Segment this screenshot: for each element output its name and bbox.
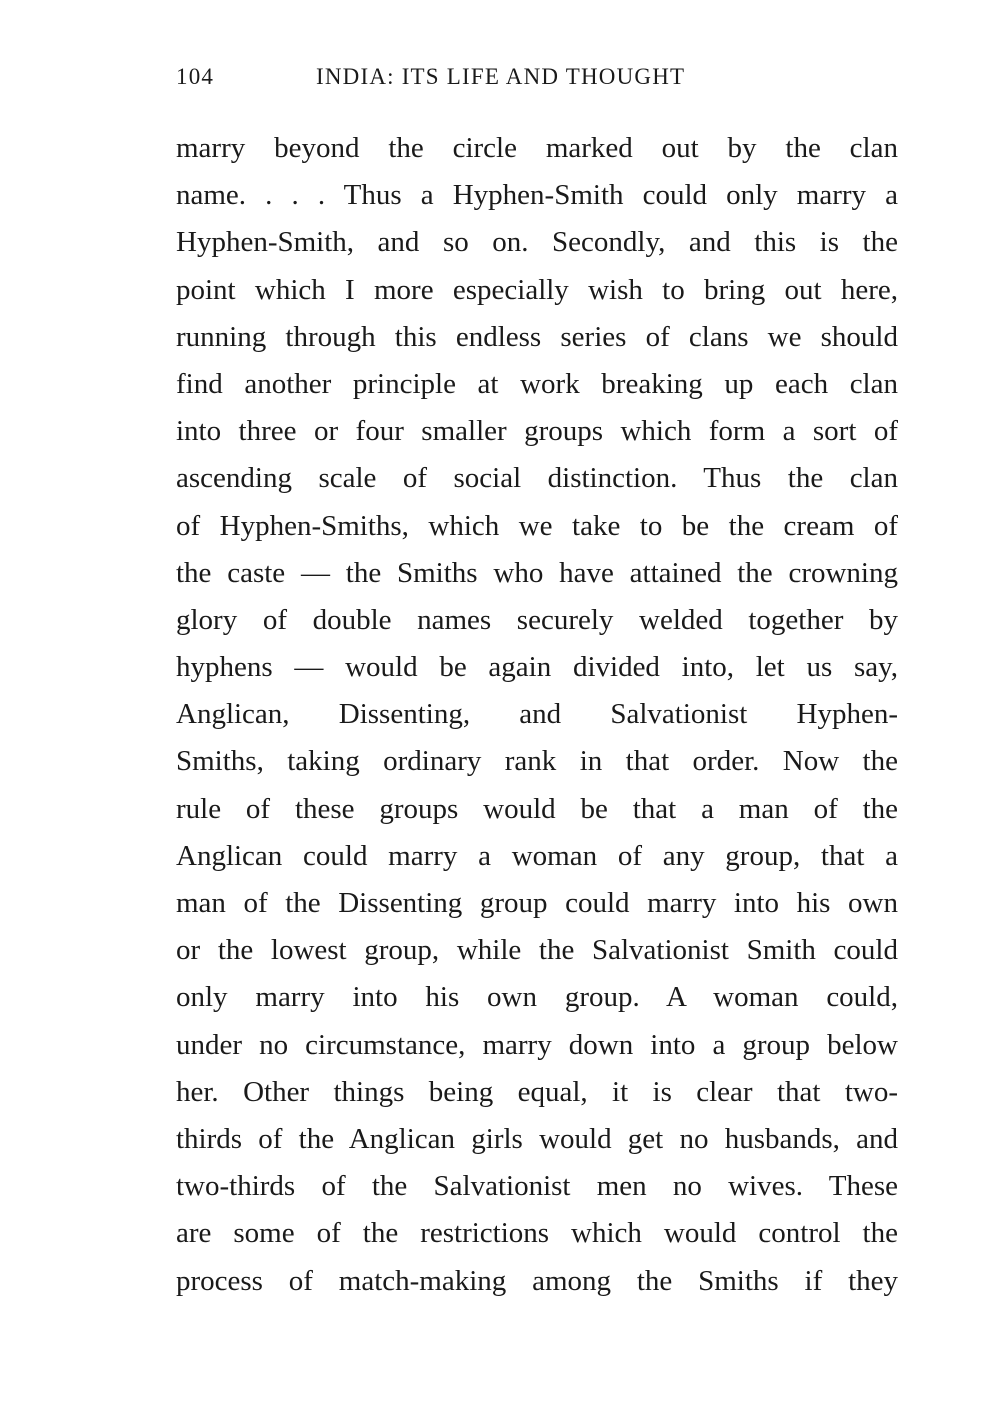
text-line: glory of double names securely welded together by xyxy=(176,603,898,636)
text-line: man of the Dissenting group could marry into his own xyxy=(176,887,898,919)
text-line: Anglican could marry a woman of any group, that a xyxy=(176,839,898,872)
text-line: rule of these groups would be that a man of the xyxy=(176,792,898,825)
text-line: marry beyond the circle marked out by the clan xyxy=(176,132,898,164)
text-line: name. . . . Thus a Hyphen-Smith could only marry a xyxy=(176,179,898,212)
page-number: 104 xyxy=(176,64,215,89)
text-line: only marry into his own group. A woman could, xyxy=(176,981,898,1014)
body-text xyxy=(176,125,898,1305)
text-line: are some of the restrictions which would control the xyxy=(176,1217,898,1250)
text-line: into three or four smaller groups which form a sort of xyxy=(176,415,898,448)
text-line: ascending scale of social distinction. Thus the clan xyxy=(176,462,898,495)
running-title: INDIA: ITS LIFE AND THOUGHT xyxy=(316,64,686,89)
text-line: Anglican, Dissenting, and Salvationist Hyphen- xyxy=(176,698,898,731)
text-line: Hyphen-Smith, and so on. Secondly, and this is the xyxy=(176,226,898,259)
text-line: two-thirds of the Salvationist men no wives. These xyxy=(176,1170,898,1203)
text-line: thirds of the Anglican girls would get no husbands, and xyxy=(176,1122,898,1155)
text-line: under no circumstance, marry down into a group below xyxy=(176,1028,898,1061)
text-line: the caste — the Smiths who have attained the crowning xyxy=(176,556,898,589)
running-head xyxy=(176,64,900,104)
text-line: hyphens — would be again divided into, let us say, xyxy=(176,651,898,684)
text-line: of Hyphen-Smiths, which we take to be the cream of xyxy=(176,509,898,542)
text-line: point which I more especially wish to bring out here, xyxy=(176,273,898,306)
text-line: or the lowest group, while the Salvationist Smith could xyxy=(176,934,898,967)
text-line: find another principle at work breaking up each clan xyxy=(176,367,898,400)
text-line: Smiths, taking ordinary rank in that order. Now the xyxy=(176,745,898,778)
text-line: running through this endless series of clans we should xyxy=(176,320,898,353)
text-line: process of match-making among the Smiths if they xyxy=(176,1264,898,1297)
text-line: her. Other things being equal, it is clear that two- xyxy=(176,1075,898,1108)
